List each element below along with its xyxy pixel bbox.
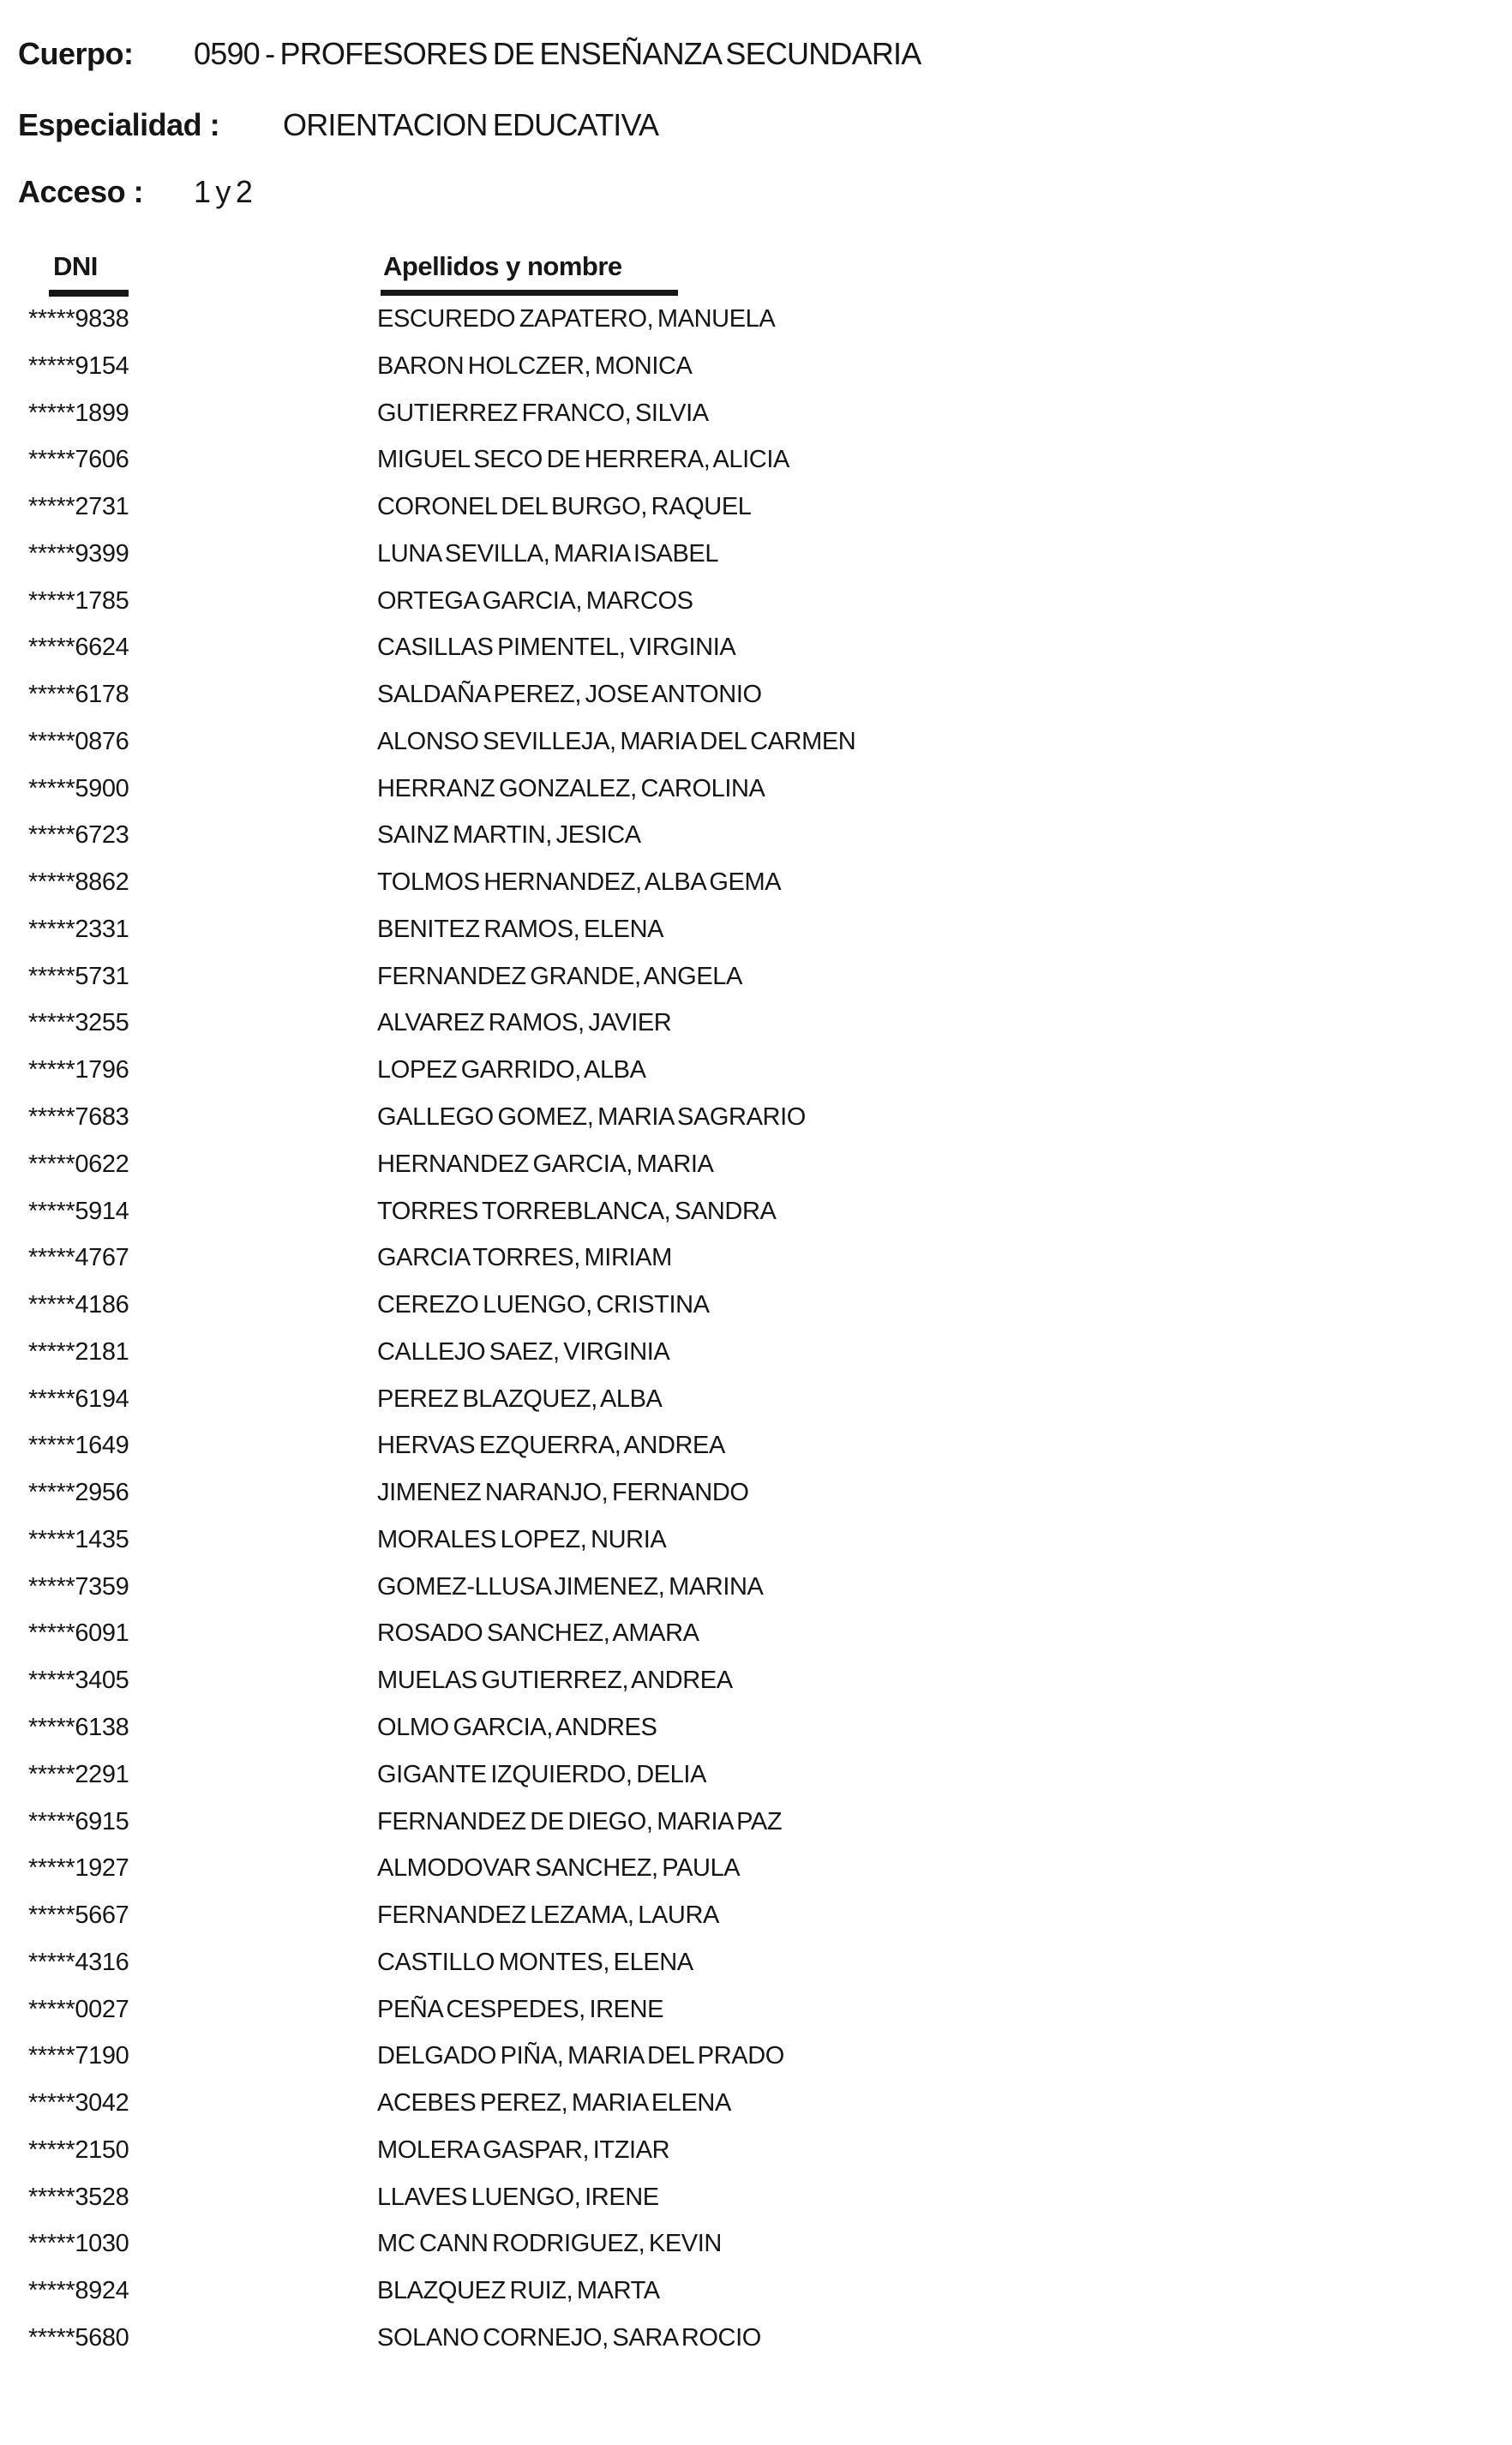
row-dni: *****3042 xyxy=(28,2089,129,2118)
table-row xyxy=(0,868,1512,916)
row-dni: *****5667 xyxy=(28,1901,129,1930)
table-row xyxy=(0,1619,1512,1667)
row-name: CALLEJO SAEZ, VIRGINIA xyxy=(377,1337,670,1366)
row-name: MOLERA GASPAR, ITZIAR xyxy=(377,2136,670,2164)
table-row xyxy=(0,916,1512,963)
row-dni: *****6178 xyxy=(28,681,129,709)
row-name: DELGADO PIÑA, MARIA DEL PRADO xyxy=(377,2042,784,2070)
row-name: SALDAÑA PEREZ, JOSE ANTONIO xyxy=(377,681,762,709)
row-name: BARON HOLCZER, MONICA xyxy=(377,351,693,380)
table-row xyxy=(0,1854,1512,1901)
table-row xyxy=(0,2277,1512,2324)
row-name: HERVAS EZQUERRA, ANDREA xyxy=(377,1432,725,1460)
row-dni: *****0027 xyxy=(28,1995,129,2023)
cuerpo-label: Cuerpo: xyxy=(18,36,134,71)
row-name: MC CANN RODRIGUEZ, KEVIN xyxy=(377,2230,722,2258)
row-dni: *****1030 xyxy=(28,2230,129,2258)
row-dni: *****6915 xyxy=(28,1807,129,1835)
row-name: MIGUEL SECO DE HERRERA, ALICIA xyxy=(377,446,789,474)
row-dni: *****3405 xyxy=(28,1667,129,1695)
row-name: FERNANDEZ GRANDE, ANGELA xyxy=(377,962,742,990)
row-dni: *****1435 xyxy=(28,1525,129,1553)
row-dni: *****9399 xyxy=(28,539,129,568)
especialidad-value: ORIENTACION EDUCATIVA xyxy=(283,107,659,142)
row-dni: *****6194 xyxy=(28,1385,129,1413)
table-row xyxy=(0,1949,1512,1996)
row-name: BENITEZ RAMOS, ELENA xyxy=(377,915,664,943)
table-row xyxy=(0,634,1512,681)
row-dni: *****1796 xyxy=(28,1056,129,1084)
row-name: ROSADO SANCHEZ, AMARA xyxy=(377,1619,699,1648)
table-row xyxy=(0,1150,1512,1198)
row-name: FERNANDEZ DE DIEGO, MARIA PAZ xyxy=(377,1807,783,1835)
table-row xyxy=(0,1901,1512,1949)
row-name: CORONEL DEL BURGO, RAQUEL xyxy=(377,493,752,521)
table-row xyxy=(0,305,1512,352)
row-name: OLMO GARCIA, ANDRES xyxy=(377,1713,657,1741)
table-row xyxy=(0,963,1512,1010)
table-row xyxy=(0,352,1512,399)
table-row xyxy=(0,1526,1512,1573)
table-row xyxy=(0,1761,1512,1808)
row-dni: *****3528 xyxy=(28,2183,129,2211)
row-name: SOLANO CORNEJO, SARA ROCIO xyxy=(377,2323,761,2352)
row-name: TORRES TORREBLANCA, SANDRA xyxy=(377,1197,777,1225)
row-dni: *****5900 xyxy=(28,774,129,802)
row-name: HERRANZ GONZALEZ, CAROLINA xyxy=(377,774,765,802)
row-dni: *****6091 xyxy=(28,1619,129,1648)
table-row xyxy=(0,399,1512,447)
row-name: GUTIERREZ FRANCO, SILVIA xyxy=(377,399,709,427)
row-name: ACEBES PEREZ, MARIA ELENA xyxy=(377,2089,731,2118)
row-dni: *****0622 xyxy=(28,1150,129,1178)
table-row xyxy=(0,2042,1512,2089)
row-name: HERNANDEZ GARCIA, MARIA xyxy=(377,1150,714,1178)
row-dni: *****4186 xyxy=(28,1291,129,1319)
column-header-name: Apellidos y nombre xyxy=(383,251,622,281)
table-row xyxy=(0,2184,1512,2231)
row-dni: *****1649 xyxy=(28,1432,129,1460)
table-row xyxy=(0,1009,1512,1056)
table-row xyxy=(0,1291,1512,1338)
row-name: GARCIA TORRES, MIRIAM xyxy=(377,1244,672,1272)
especialidad-label: Especialidad : xyxy=(18,107,220,142)
table-row xyxy=(0,1338,1512,1385)
row-dni: *****2331 xyxy=(28,915,129,943)
row-name: ALVAREZ RAMOS, JAVIER xyxy=(377,1009,672,1037)
table-row xyxy=(0,1573,1512,1620)
table-row xyxy=(0,1479,1512,1526)
row-name: FERNANDEZ LEZAMA, LAURA xyxy=(377,1901,719,1930)
table-row xyxy=(0,2136,1512,2184)
row-dni: *****1899 xyxy=(28,399,129,427)
row-dni: *****2291 xyxy=(28,1760,129,1788)
table-row xyxy=(0,1432,1512,1479)
row-name: ORTEGA GARCIA, MARCOS xyxy=(377,586,693,615)
row-dni: *****6138 xyxy=(28,1713,129,1741)
table-row xyxy=(0,1056,1512,1103)
row-name: ALMODOVAR SANCHEZ, PAULA xyxy=(377,1854,741,1883)
dni-header-underline xyxy=(49,290,129,297)
acceso-value: 1 y 2 xyxy=(194,174,253,209)
table-row xyxy=(0,1714,1512,1761)
table-row xyxy=(0,2089,1512,2136)
row-dni: *****2150 xyxy=(28,2136,129,2164)
table-row xyxy=(0,587,1512,634)
row-name: ALONSO SEVILLEJA, MARIA DEL CARMEN xyxy=(377,727,856,755)
row-dni: *****7606 xyxy=(28,446,129,474)
table-row xyxy=(0,1667,1512,1714)
row-dni: *****2731 xyxy=(28,493,129,521)
row-name: SAINZ MARTIN, JESICA xyxy=(377,821,641,850)
row-name: JIMENEZ NARANJO, FERNANDO xyxy=(377,1479,749,1507)
table-row xyxy=(0,493,1512,540)
table-row xyxy=(0,821,1512,868)
row-name: LOPEZ GARRIDO, ALBA xyxy=(377,1056,646,1084)
name-header-underline xyxy=(381,290,678,296)
row-dni: *****7190 xyxy=(28,2042,129,2070)
row-dni: *****7683 xyxy=(28,1103,129,1132)
row-name: LLAVES LUENGO, IRENE xyxy=(377,2183,659,2211)
row-name: ESCUREDO ZAPATERO, MANUELA xyxy=(377,305,776,333)
row-dni: *****9838 xyxy=(28,305,129,333)
table-row xyxy=(0,2230,1512,2277)
row-dni: *****9154 xyxy=(28,351,129,380)
row-dni: *****3255 xyxy=(28,1009,129,1037)
row-dni: *****6723 xyxy=(28,821,129,850)
acceso-label: Acceso : xyxy=(18,174,144,209)
table-row xyxy=(0,728,1512,775)
row-name: BLAZQUEZ RUIZ, MARTA xyxy=(377,2277,660,2305)
table-row xyxy=(0,1808,1512,1855)
row-name: GIGANTE IZQUIERDO, DELIA xyxy=(377,1760,707,1788)
row-dni: *****4767 xyxy=(28,1244,129,1272)
table-row xyxy=(0,1996,1512,2043)
row-dni: *****0876 xyxy=(28,727,129,755)
row-name: TOLMOS HERNANDEZ, ALBA GEMA xyxy=(377,868,782,897)
row-name: CASILLAS PIMENTEL, VIRGINIA xyxy=(377,634,736,662)
row-dni: *****8862 xyxy=(28,868,129,897)
row-name: GOMEZ-LLUSA JIMENEZ, MARINA xyxy=(377,1572,764,1601)
table-row xyxy=(0,540,1512,587)
row-dni: *****4316 xyxy=(28,1948,129,1976)
table-row xyxy=(0,681,1512,728)
table-row xyxy=(0,2324,1512,2371)
row-name: PEÑA CESPEDES, IRENE xyxy=(377,1995,664,2023)
row-dni: *****8924 xyxy=(28,2277,129,2305)
table-row xyxy=(0,1103,1512,1150)
row-name: LUNA SEVILLA, MARIA ISABEL xyxy=(377,539,719,568)
table-row xyxy=(0,1198,1512,1245)
table-row xyxy=(0,446,1512,493)
column-header-dni: DNI xyxy=(53,251,98,281)
row-dni: *****1927 xyxy=(28,1854,129,1883)
row-dni: *****1785 xyxy=(28,586,129,615)
row-dni: *****5731 xyxy=(28,962,129,990)
cuerpo-value: 0590 - PROFESORES DE ENSEÑANZA SECUNDARIA xyxy=(194,36,921,71)
row-dni: *****5914 xyxy=(28,1197,129,1225)
table-row xyxy=(0,775,1512,822)
table-body xyxy=(0,305,1512,2371)
row-name: MORALES LOPEZ, NURIA xyxy=(377,1525,667,1553)
row-name: GALLEGO GOMEZ, MARIA SAGRARIO xyxy=(377,1103,806,1132)
row-dni: *****7359 xyxy=(28,1572,129,1601)
row-dni: *****2181 xyxy=(28,1337,129,1366)
row-dni: *****6624 xyxy=(28,634,129,662)
table-row xyxy=(0,1244,1512,1291)
row-dni: *****5680 xyxy=(28,2323,129,2352)
row-name: CEREZO LUENGO, CRISTINA xyxy=(377,1291,710,1319)
row-dni: *****2956 xyxy=(28,1479,129,1507)
row-name: MUELAS GUTIERREZ, ANDREA xyxy=(377,1667,733,1695)
row-name: CASTILLO MONTES, ELENA xyxy=(377,1948,693,1976)
row-name: PEREZ BLAZQUEZ, ALBA xyxy=(377,1385,663,1413)
table-row xyxy=(0,1385,1512,1433)
